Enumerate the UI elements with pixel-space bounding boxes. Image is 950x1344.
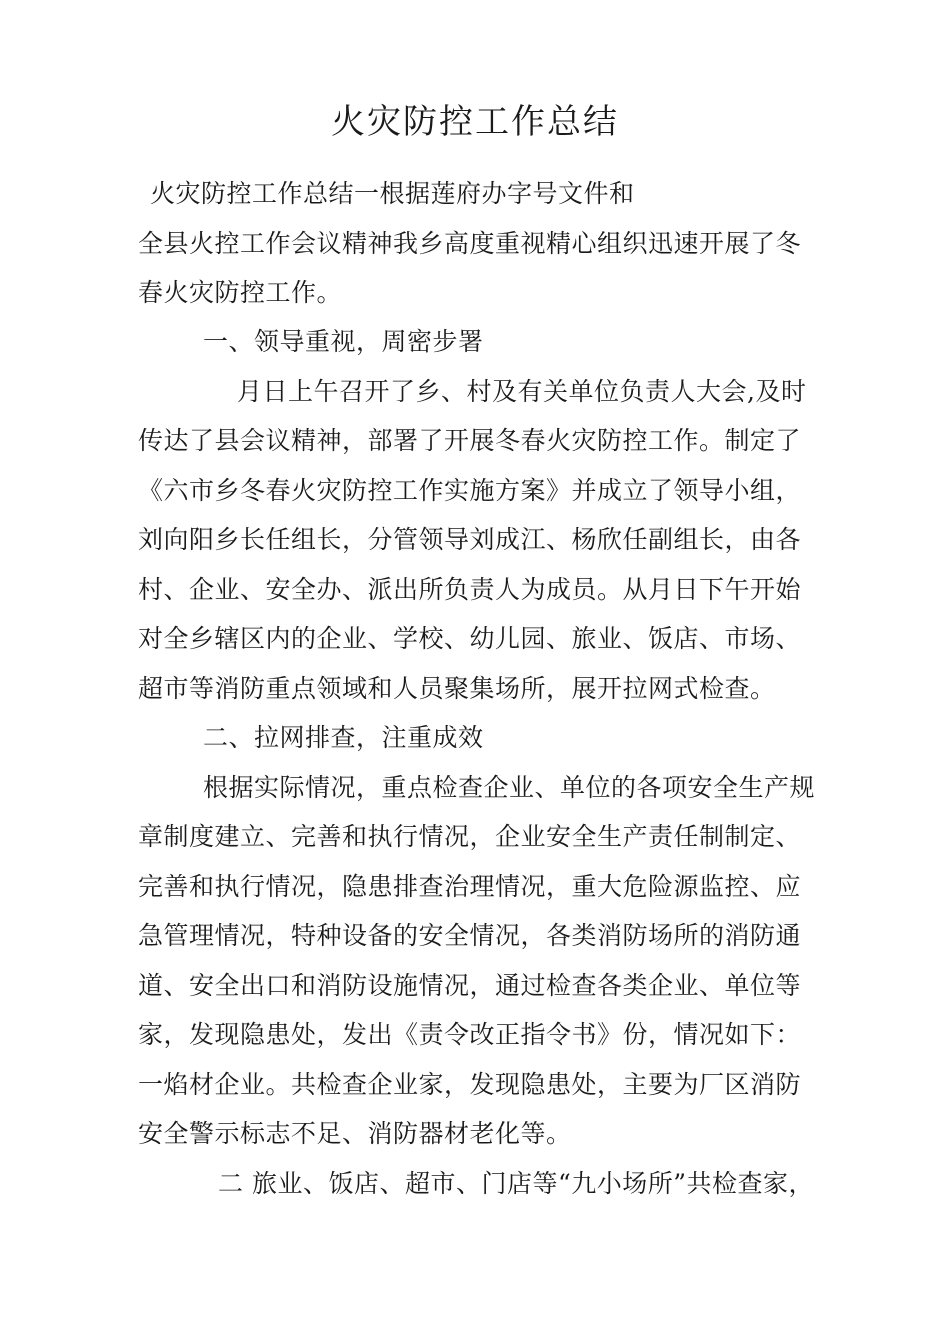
paragraph-line: 春火灾防控工作。 xyxy=(138,278,343,307)
paragraph-line: 二 旅业、饭店、超市、门店等“九小场所”共检查家， xyxy=(218,1169,815,1198)
paragraph-line: 章制度建立、完善和执行情况，企业安全生产责任制制定、 xyxy=(138,822,802,851)
paragraph-line: 刘向阳乡长任组长，分管领导刘成江、杨欣任副组长，由各 xyxy=(138,525,802,554)
section-heading: 二、拉网排查，注重成效 xyxy=(203,723,484,752)
paragraph-line: 火灾防控工作总结一根据莲府办字号文件和 xyxy=(150,179,635,208)
paragraph-line: 村、企业、安全办、派出所负责人为成员。从月日下午开始 xyxy=(138,575,802,604)
paragraph-line: 月日上午召开了乡、村及有关单位负责人大会,及时 xyxy=(237,377,807,406)
paragraph-line: 安全警示标志不足、消防器材老化等。 xyxy=(138,1119,572,1148)
paragraph-line: 道、安全出口和消防设施情况，通过检查各类企业、单位等 xyxy=(138,971,802,1000)
paragraph-line: 一焰材企业。共检查企业家，发现隐患处，主要为厂区消防 xyxy=(138,1070,802,1099)
document-title: 火灾防控工作总结 xyxy=(331,102,619,142)
paragraph-line: 超市等消防重点领域和人员聚集场所，展开拉网式检查。 xyxy=(138,674,776,703)
paragraph-line: 完善和执行情况，隐患排查治理情况，重大危险源监控、应 xyxy=(138,872,802,901)
paragraph-line: 《六市乡冬春火灾防控工作实施方案》并成立了领导小组， xyxy=(138,476,802,505)
paragraph-line: 对全乡辖区内的企业、学校、幼儿园、旅业、饭店、市场、 xyxy=(138,624,802,653)
paragraph-line: 急管理情况，特种设备的安全情况，各类消防场所的消防通 xyxy=(138,921,802,950)
paragraph-line: 全县火控工作会议精神我乡高度重视精心组织迅速开展了冬 xyxy=(138,229,802,258)
paragraph-line: 传达了县会议精神，部署了开展冬春火灾防控工作。制定了 xyxy=(138,426,802,455)
paragraph-line: 家，发现隐患处，发出《责令改正指令书》份，情况如下： xyxy=(138,1020,802,1049)
paragraph-line: 根据实际情况，重点检查企业、单位的各项安全生产规 xyxy=(203,773,816,802)
section-heading: 一、领导重视，周密步署 xyxy=(203,327,484,356)
